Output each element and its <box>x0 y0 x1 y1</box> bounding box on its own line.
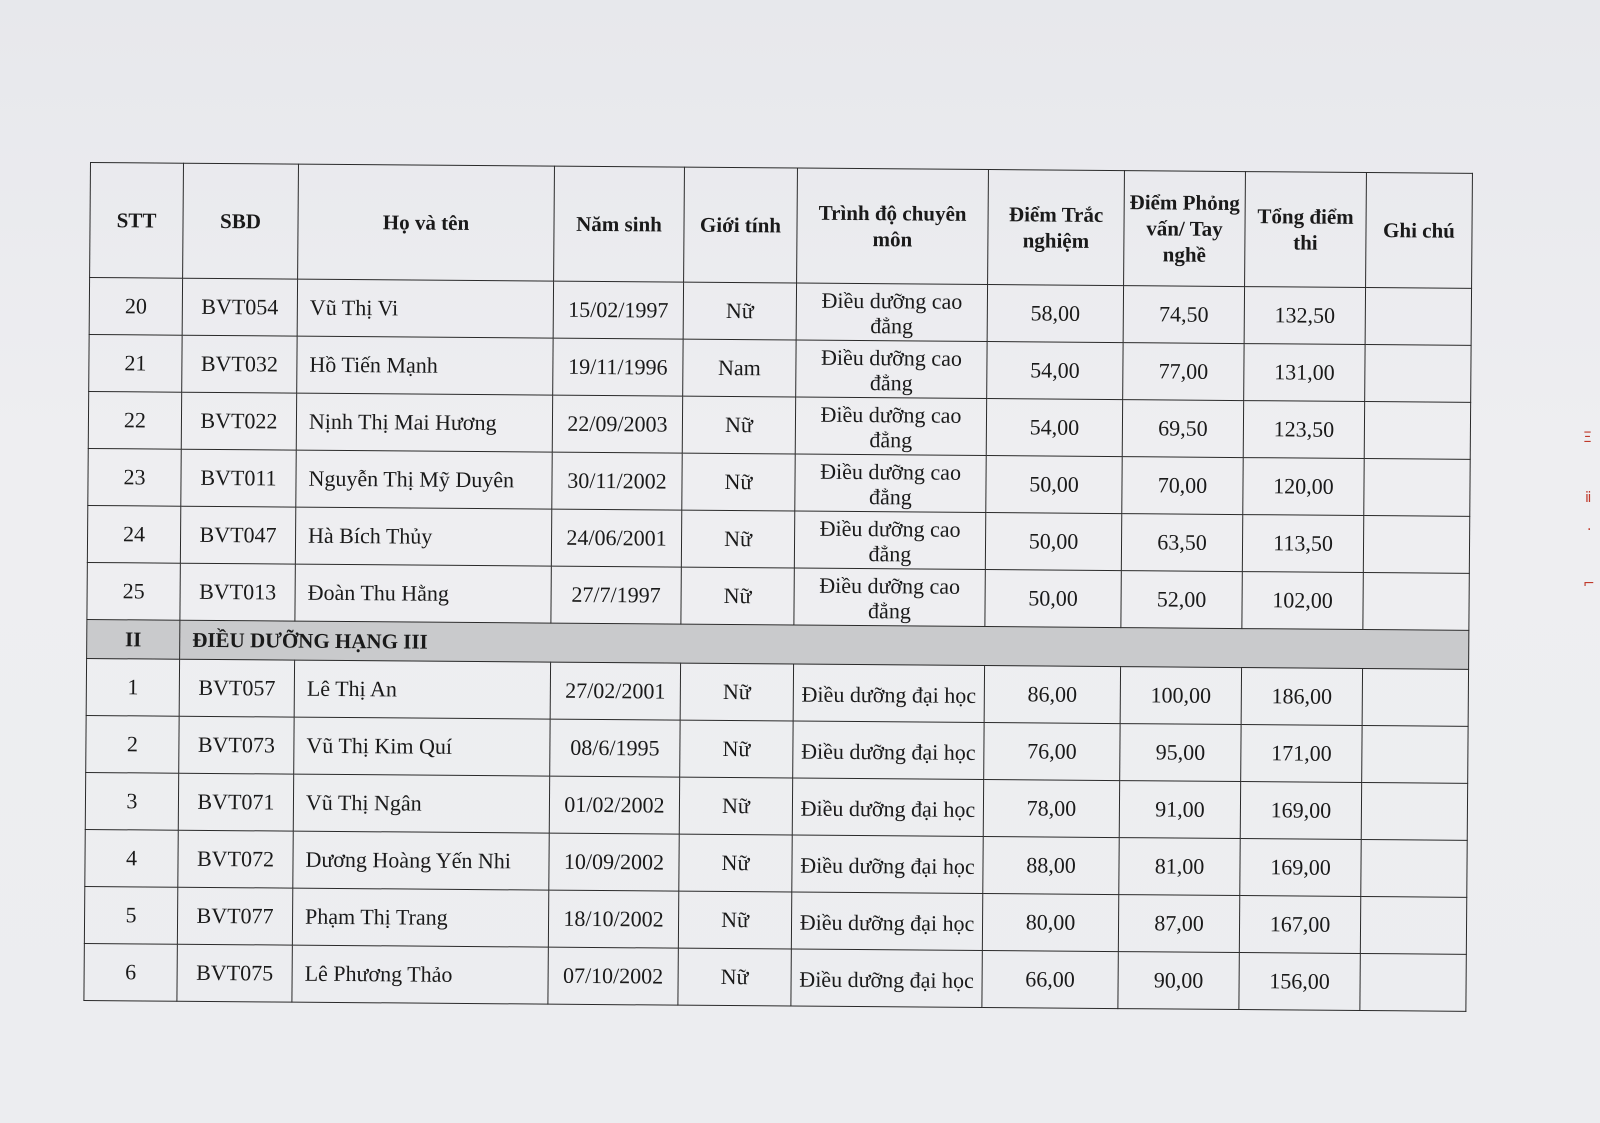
cell-note <box>1363 573 1469 631</box>
cell-gender: Nữ <box>681 510 794 568</box>
cell-interview-score: 91,00 <box>1119 781 1240 839</box>
cell-qualification: Điều dưỡng đại học <box>793 664 984 722</box>
cell-qualification: Điều dưỡng cao đẳng <box>794 568 985 626</box>
cell-note <box>1360 897 1466 955</box>
cell-gender: Nữ <box>678 948 791 1006</box>
cell-test-score: 54,00 <box>987 342 1123 400</box>
cell-sbd: BVT022 <box>181 392 296 450</box>
cell-total-score: 169,00 <box>1240 782 1361 840</box>
cell-stt: 3 <box>85 772 178 830</box>
cell-interview-score: 63,50 <box>1121 514 1242 572</box>
cell-stt: 6 <box>84 943 177 1001</box>
cell-sbd: BVT032 <box>182 335 297 393</box>
cell-interview-score: 90,00 <box>1118 952 1239 1010</box>
cell-qualification: Điều dưỡng đại học <box>792 835 983 893</box>
cell-test-score: 66,00 <box>982 951 1118 1009</box>
cell-qualification: Điều dưỡng đại học <box>793 721 984 779</box>
cell-sbd: BVT011 <box>181 449 296 507</box>
results-table <box>83 162 1473 1012</box>
cell-name: Phạm Thị Trang <box>292 888 548 947</box>
cell-dob: 08/6/1995 <box>550 719 680 777</box>
cell-sbd: BVT072 <box>178 830 293 888</box>
cell-test-score: 58,00 <box>987 285 1123 343</box>
cell-qualification: Điều dưỡng đại học <box>791 949 982 1007</box>
cell-test-score: 54,00 <box>986 399 1122 457</box>
header-stt: STT <box>90 163 184 279</box>
header-name: Họ và tên <box>298 164 555 281</box>
cell-stt: 2 <box>86 715 179 773</box>
cell-qualification: Điều dưỡng đại học <box>791 892 982 950</box>
cell-qualification: Điều dưỡng cao đẳng <box>796 283 987 341</box>
cell-note <box>1364 402 1470 460</box>
cell-interview-score: 77,00 <box>1123 343 1244 401</box>
cell-gender: Nữ <box>679 777 792 835</box>
cell-stt: 4 <box>85 829 178 887</box>
cell-name: Hồ Tiến Mạnh <box>297 336 553 395</box>
cell-note <box>1362 669 1468 727</box>
cell-dob: 07/10/2002 <box>548 947 678 1005</box>
cell-note <box>1365 288 1471 346</box>
cell-note <box>1364 459 1470 517</box>
cell-total-score: 123,50 <box>1243 401 1364 459</box>
cell-note <box>1363 516 1469 574</box>
cell-name: Dương Hoàng Yến Nhi <box>293 831 549 890</box>
cell-dob: 27/7/1997 <box>551 566 681 624</box>
cell-name: Hà Bích Thủy <box>295 507 551 566</box>
cell-stt: 21 <box>89 334 182 392</box>
cell-sbd: BVT073 <box>179 716 294 774</box>
cell-sbd: BVT057 <box>179 659 294 717</box>
cell-name: Nịnh Thị Mai Hương <box>296 393 552 452</box>
cell-test-score: 78,00 <box>983 780 1119 838</box>
cell-qualification: Điều dưỡng cao đẳng <box>794 511 985 569</box>
cell-total-score: 169,00 <box>1240 839 1361 897</box>
cell-interview-score: 100,00 <box>1120 667 1241 725</box>
cell-total-score: 102,00 <box>1242 572 1363 630</box>
cell-note <box>1362 726 1468 784</box>
cell-test-score: 50,00 <box>985 513 1121 571</box>
cell-test-score: 86,00 <box>984 666 1120 724</box>
cell-test-score: 88,00 <box>983 837 1119 895</box>
cell-interview-score: 70,00 <box>1122 457 1243 515</box>
cell-total-score: 171,00 <box>1241 725 1362 783</box>
cell-name: Vũ Thị Vi <box>297 279 553 338</box>
stamp-mark: · <box>1587 522 1592 538</box>
cell-sbd: BVT013 <box>180 563 295 621</box>
cell-dob: 01/02/2002 <box>549 776 679 834</box>
cell-stt: 24 <box>87 505 180 563</box>
cell-stt: 5 <box>84 886 177 944</box>
cell-sbd: BVT054 <box>182 278 297 336</box>
cell-sbd: BVT075 <box>177 944 292 1002</box>
cell-dob: 19/11/1996 <box>553 338 683 396</box>
cell-dob: 27/02/2001 <box>550 662 680 720</box>
cell-sbd: BVT071 <box>178 773 293 831</box>
cell-qualification: Điều dưỡng đại học <box>792 778 983 836</box>
cell-stt: 25 <box>87 562 180 620</box>
section-number: II <box>87 619 180 659</box>
cell-dob: 24/06/2001 <box>551 509 681 567</box>
cell-sbd: BVT077 <box>177 887 292 945</box>
cell-total-score: 131,00 <box>1244 344 1365 402</box>
header-gender: Giới tính <box>684 167 798 283</box>
cell-name: Nguyễn Thị Mỹ Duyên <box>296 450 552 509</box>
header-interview-score: Điểm Phỏng vấn/ Tay nghề <box>1124 171 1246 287</box>
cell-test-score: 80,00 <box>982 894 1118 952</box>
cell-total-score: 120,00 <box>1243 458 1364 516</box>
table-row <box>84 943 1466 1011</box>
cell-dob: 30/11/2002 <box>552 452 682 510</box>
cell-interview-score: 81,00 <box>1119 838 1240 896</box>
cell-gender: Nữ <box>678 891 791 949</box>
cell-total-score: 186,00 <box>1241 668 1362 726</box>
header-dob: Năm sinh <box>554 166 685 282</box>
cell-gender: Nữ <box>680 663 793 721</box>
header-total-score: Tổng điểm thi <box>1245 172 1367 288</box>
cell-qualification: Điều dưỡng cao đẳng <box>796 340 987 398</box>
cell-dob: 10/09/2002 <box>549 833 679 891</box>
cell-total-score: 156,00 <box>1239 953 1360 1011</box>
cell-stt: 1 <box>86 658 179 716</box>
cell-note <box>1360 954 1466 1012</box>
cell-gender: Nữ <box>682 453 795 511</box>
stamp-mark: ⌐ <box>1583 576 1595 592</box>
cell-total-score: 132,50 <box>1244 287 1365 345</box>
margin-stamp-marks <box>1583 430 1597 630</box>
cell-dob: 22/09/2003 <box>552 395 682 453</box>
header-sbd: SBD <box>183 163 299 279</box>
stamp-mark: ⅱ <box>1585 490 1592 506</box>
section-title: ĐIỀU DƯỠNG HẠNG III <box>180 620 1469 669</box>
cell-interview-score: 69,50 <box>1122 400 1243 458</box>
cell-gender: Nữ <box>679 834 792 892</box>
table-header-row <box>90 163 1473 289</box>
cell-gender: Nữ <box>682 396 795 454</box>
cell-stt: 22 <box>88 391 181 449</box>
cell-test-score: 50,00 <box>986 456 1122 514</box>
header-test-score: Điểm Trắc nghiệm <box>988 170 1125 286</box>
cell-gender: Nữ <box>681 567 794 625</box>
cell-interview-score: 52,00 <box>1121 571 1242 629</box>
cell-sbd: BVT047 <box>180 506 295 564</box>
cell-name: Đoàn Thu Hằng <box>295 564 551 623</box>
cell-note <box>1361 840 1467 898</box>
cell-test-score: 50,00 <box>985 570 1121 628</box>
cell-name: Lê Phương Thảo <box>292 945 548 1004</box>
cell-name: Vũ Thị Kim Quí <box>294 717 550 776</box>
header-note: Ghi chú <box>1366 173 1473 289</box>
cell-total-score: 113,50 <box>1242 515 1363 573</box>
cell-qualification: Điều dưỡng cao đẳng <box>795 454 986 512</box>
cell-interview-score: 74,50 <box>1123 286 1244 344</box>
cell-dob: 18/10/2002 <box>548 890 678 948</box>
stamp-mark: Ξ <box>1583 430 1592 446</box>
cell-note <box>1361 783 1467 841</box>
cell-gender: Nam <box>683 339 796 397</box>
cell-stt: 20 <box>89 278 182 336</box>
cell-gender: Nữ <box>683 282 796 340</box>
header-qualification: Trình độ chuyên môn <box>797 168 989 284</box>
cell-interview-score: 95,00 <box>1120 724 1241 782</box>
cell-name: Vũ Thị Ngân <box>293 774 549 833</box>
cell-test-score: 76,00 <box>984 723 1120 781</box>
cell-total-score: 167,00 <box>1239 896 1360 954</box>
cell-dob: 15/02/1997 <box>553 281 683 339</box>
cell-qualification: Điều dưỡng cao đẳng <box>795 397 986 455</box>
cell-name: Lê Thị An <box>294 660 550 719</box>
cell-gender: Nữ <box>680 720 793 778</box>
results-table-container <box>83 162 1472 1012</box>
cell-interview-score: 87,00 <box>1118 895 1239 953</box>
cell-stt: 23 <box>88 448 181 506</box>
cell-note <box>1365 345 1471 403</box>
